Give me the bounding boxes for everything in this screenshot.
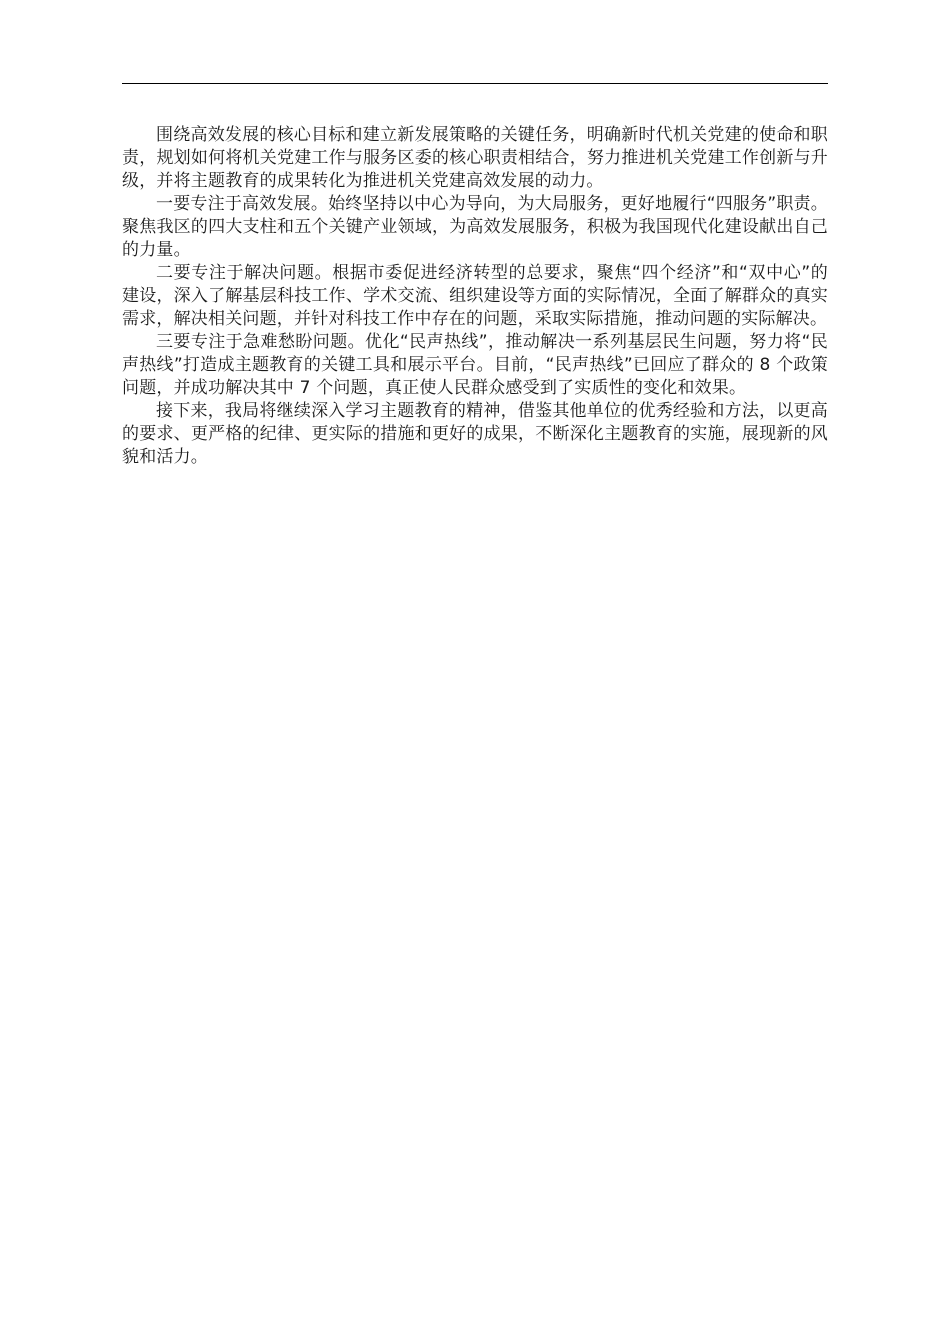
paragraph-conclusion: 接下来，我局将继续深入学习主题教育的精神，借鉴其他单位的优秀经验和方法，以更高的要求、更严格的纪律、更实际的措施和更好的成果，不断深化主题教育的实施，展现新的风貌和活力。: [122, 401, 828, 467]
document-body: [122, 124, 828, 469]
paragraph-point-three: 三要专注于急难愁盼问题。优化“民声热线”，推动解决一系列基层民生问题，努力将“民声热线”打造成主题教育的关键工具和展示平台。目前，“民声热线”已回应了群众的 8 个政策问题，并成功解决其中 7 个问题，真正使人民群众感受到了实质性的变化和效果。: [122, 332, 828, 398]
header-rule: [122, 83, 828, 84]
paragraph-point-one: 一要专注于高效发展。始终坚持以中心为导向，为大局服务，更好地履行“四服务”职责。聚焦我区的四大支柱和五个关键产业领域，为高效发展服务，积极为我国现代化建设献出自己的力量。: [122, 194, 828, 260]
paragraph-point-two: 二要专注于解决问题。根据市委促进经济转型的总要求，聚焦“四个经济”和“双中心”的建设，深入了解基层科技工作、学术交流、组织建设等方面的实际情况，全面了解群众的真实需求，解决相关问题，并针对科技工作中存在的问题，采取实际措施，推动问题的实际解决。: [122, 263, 828, 329]
paragraph-intro: 围绕高效发展的核心目标和建立新发展策略的关键任务，明确新时代机关党建的使命和职责，规划如何将机关党建工作与服务区委的核心职责相结合，努力推进机关党建工作创新与升级，并将主题教育的成果转化为推进机关党建高效发展的动力。: [122, 125, 828, 191]
